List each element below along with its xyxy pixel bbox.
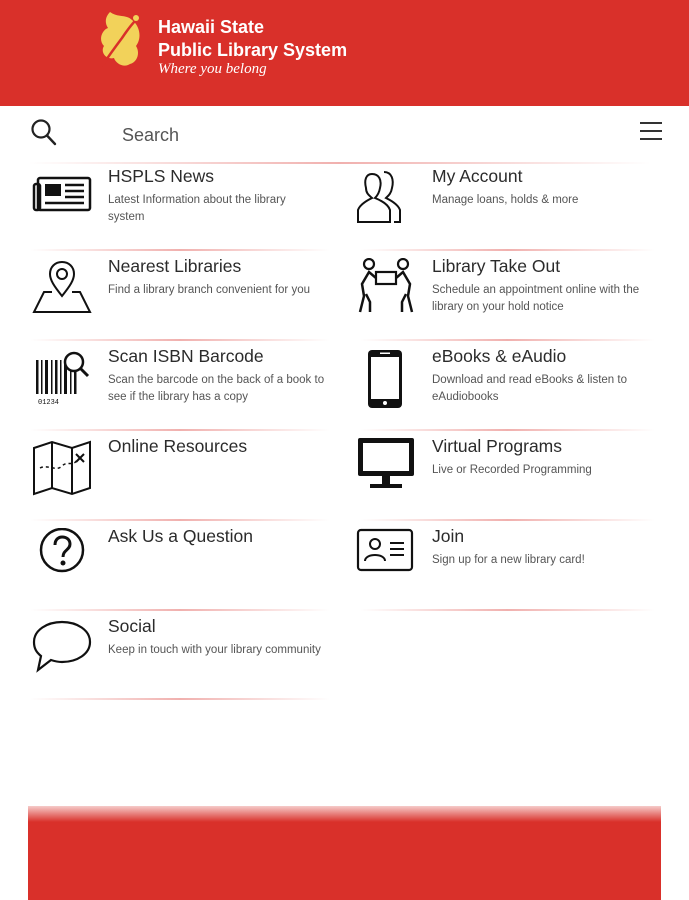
newspaper-icon: [32, 168, 92, 228]
tile-title: Social: [108, 616, 156, 636]
tile-title: HSPLS News: [108, 166, 215, 186]
tile-description: Live or Recorded Programming: [432, 464, 592, 476]
tile-description: Manage loans, holds & more: [432, 194, 579, 206]
tile-ebooks-eaudio[interactable]: [356, 348, 656, 438]
barcode-digits: 01234: [38, 399, 60, 407]
tile-description: Scan the barcode on the back of a book to see if the library has a copy: [108, 374, 325, 403]
id-card-icon: [356, 528, 416, 588]
search-input[interactable]: [108, 120, 616, 150]
tile-title: Ask Us a Question: [108, 526, 253, 546]
tile-title: Nearest Libraries: [108, 256, 242, 276]
app-title: Hawaii State Public Library System: [158, 17, 348, 60]
tile-join[interactable]: [356, 528, 656, 618]
search-bar: [0, 106, 689, 164]
tile-scan-isbn-barcode[interactable]: [32, 348, 332, 438]
divider: [28, 162, 651, 164]
barcode-icon: [32, 348, 92, 408]
map-pin-icon: [32, 258, 92, 318]
app-tagline: Where you belong: [158, 61, 267, 77]
tile-online-resources[interactable]: [32, 438, 332, 528]
hamburger-menu-icon[interactable]: [639, 120, 663, 142]
tile-title: Online Resources: [108, 436, 248, 456]
tile-title: Library Take Out: [432, 256, 561, 276]
question-icon: [32, 528, 92, 588]
tile-social[interactable]: [32, 618, 342, 708]
tile-description: Sign up for a new library card!: [432, 554, 585, 566]
tile-title: eBooks & eAudio: [432, 346, 567, 366]
monitor-icon: [356, 438, 416, 498]
tile-description: Download and read eBooks & listen to eAudiobooks: [432, 374, 627, 403]
users-icon: [356, 168, 416, 228]
footer-banner: [28, 806, 661, 900]
tile-ask-us-a-question[interactable]: [32, 528, 332, 618]
hibiscus-logo-icon: [96, 8, 146, 70]
map-icon: [32, 438, 92, 498]
app-header: [0, 0, 689, 106]
tile-description: Latest Information about the library system: [108, 194, 286, 223]
tile-hspls-news[interactable]: [32, 168, 322, 258]
chat-bubble-icon: [32, 618, 92, 678]
tile-title: Scan ISBN Barcode: [108, 346, 264, 366]
tile-my-account[interactable]: [356, 168, 656, 258]
tile-description: Schedule an appointment online with the library on your hold notice: [432, 284, 640, 313]
tile-description: Find a library branch convenient for you: [108, 284, 310, 296]
tile-library-take-out[interactable]: [356, 258, 656, 348]
phone-icon: [356, 348, 416, 408]
carry-box-icon: [356, 258, 416, 318]
tile-title: My Account: [432, 166, 523, 186]
tile-title: Virtual Programs: [432, 436, 563, 456]
tile-nearest-libraries[interactable]: [32, 258, 332, 348]
tile-virtual-programs[interactable]: [356, 438, 656, 528]
tile-title: Join: [432, 526, 465, 546]
search-icon[interactable]: [30, 118, 58, 148]
tile-description: Keep in touch with your library community: [108, 644, 321, 656]
